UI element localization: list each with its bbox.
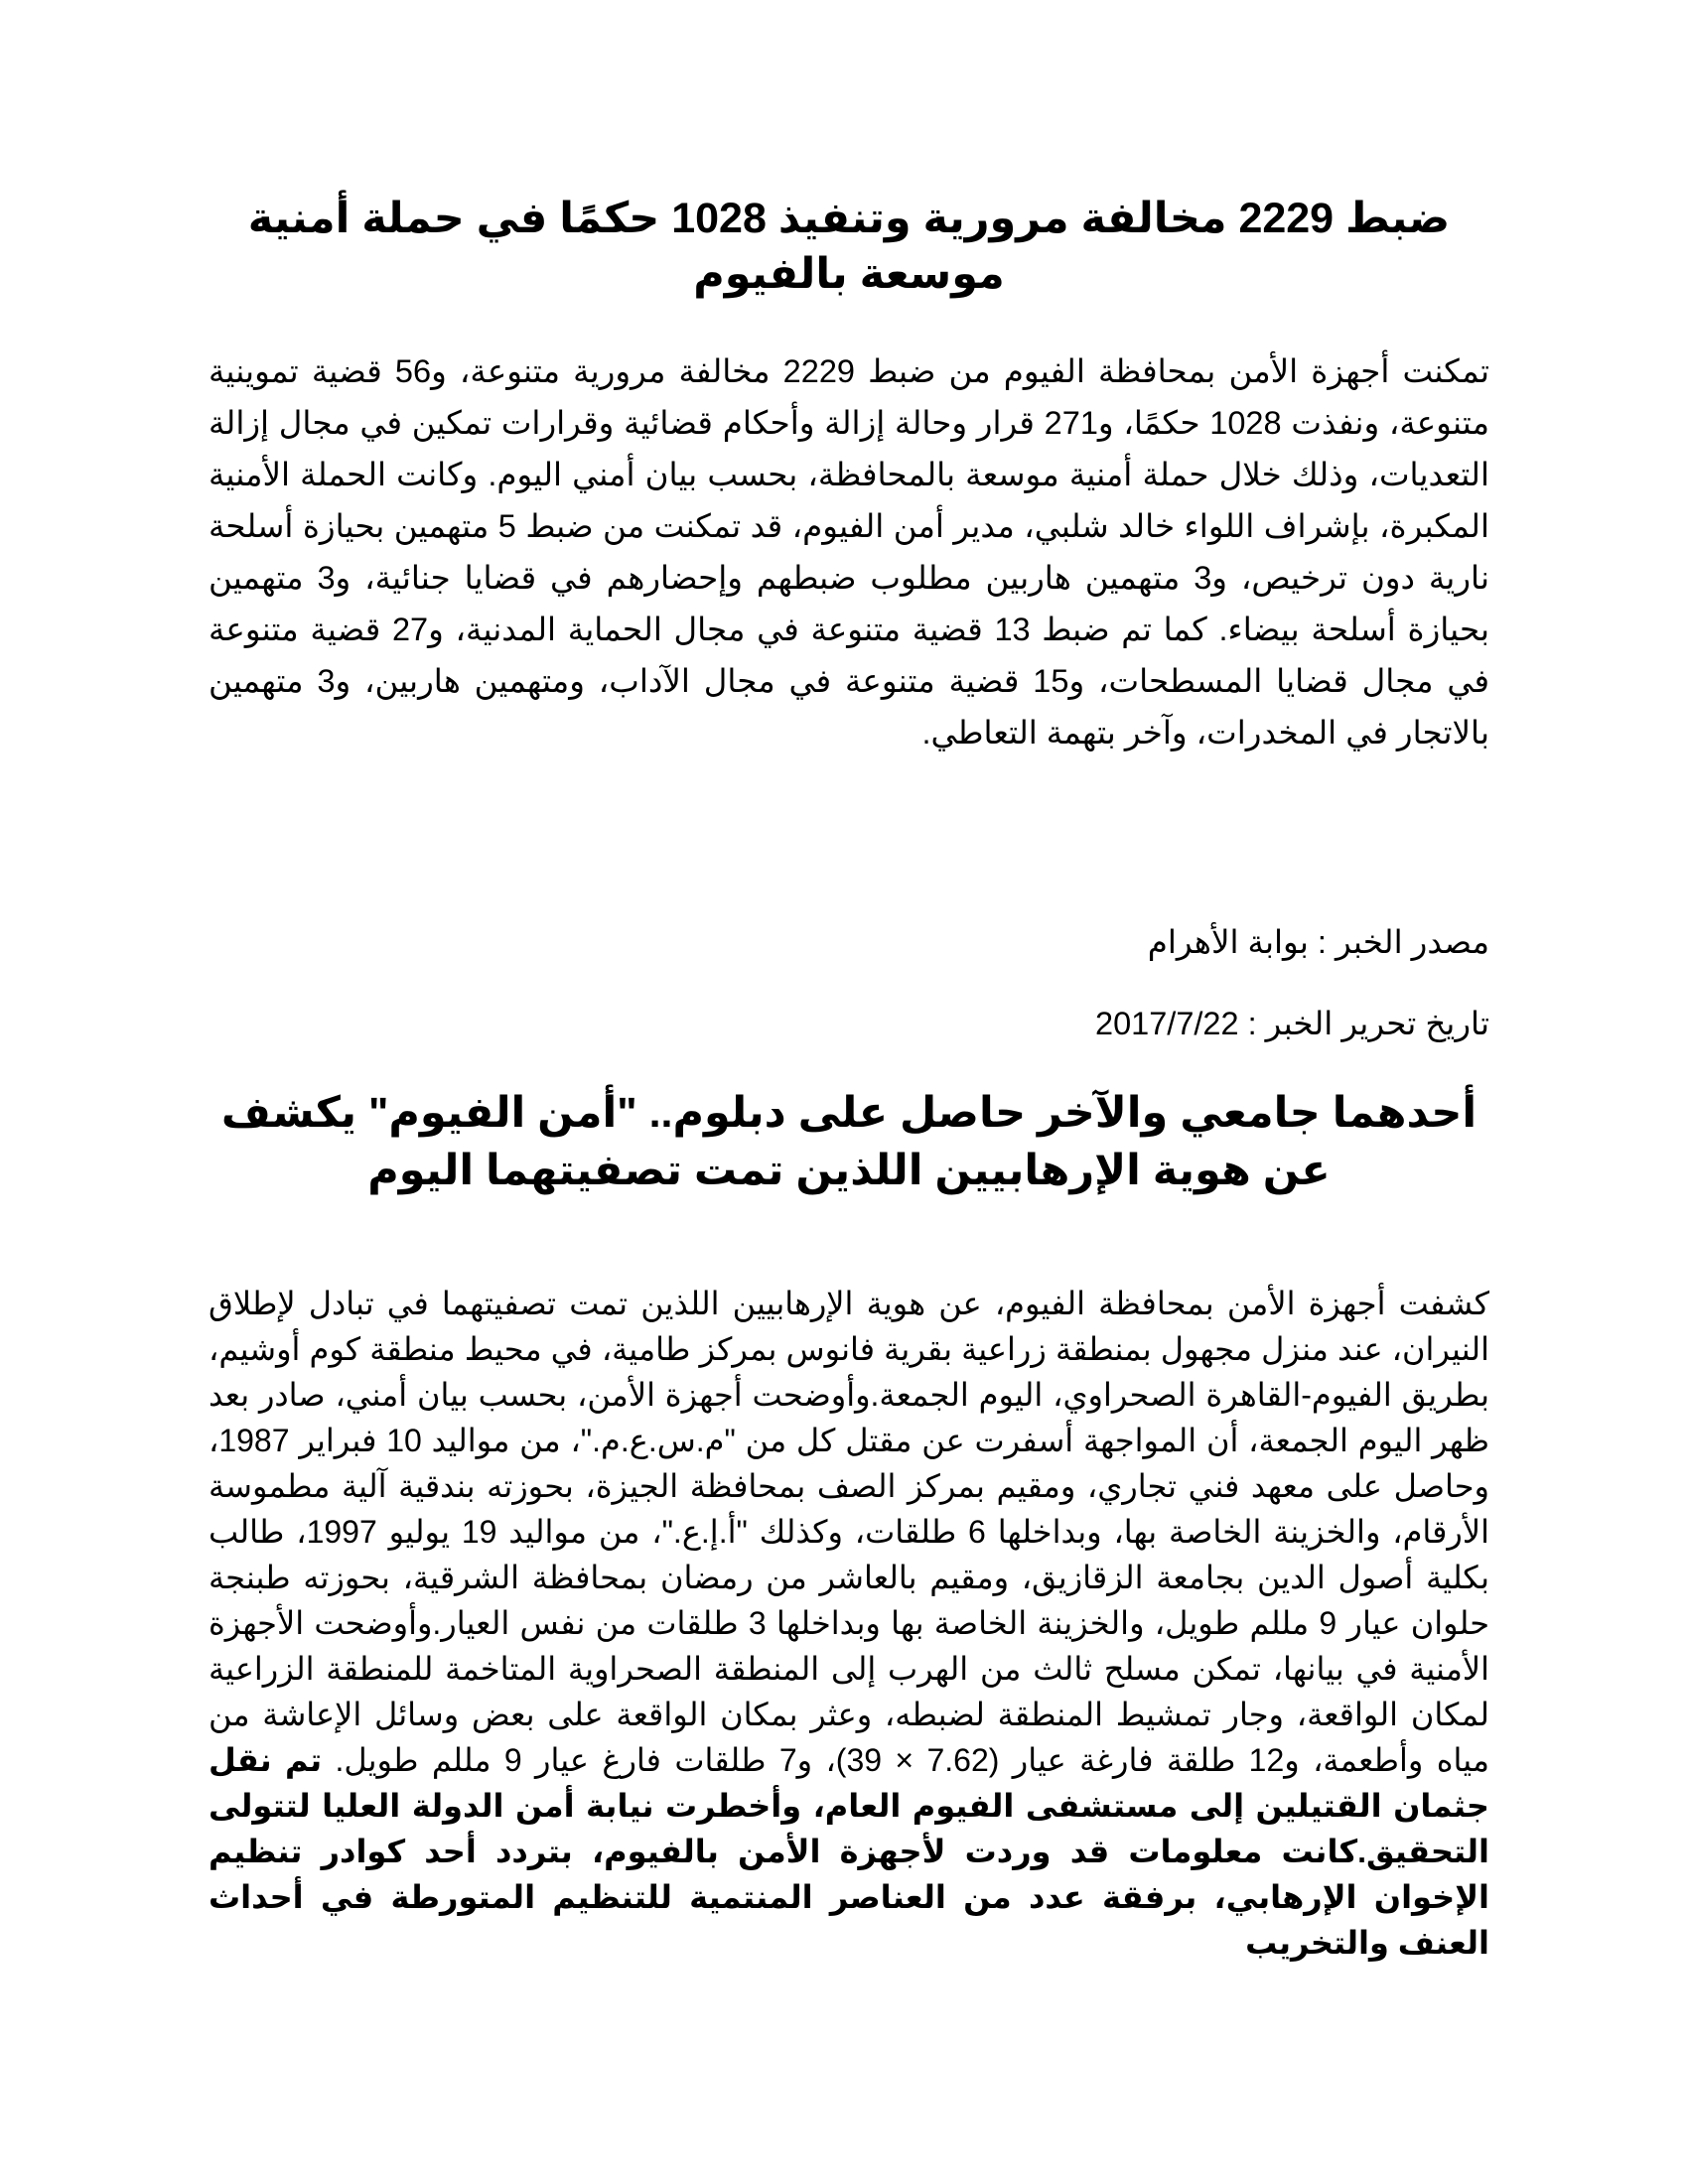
news-date-value: 2017/7/22 (1095, 1006, 1239, 1041)
article-2-body-bold: تم نقل جثمان القتيلين إلى مستشفى الفيوم العام، وأخطرت نيابة أمن الدولة العليا لتتولى التحقيق.كانت معلومات قد وردت لأجهزة الأمن بالفيوم، بتردد أحد كوادر تنظيم الإخوان الإرهابي، برفقة عدد من العناصر المنتمية للتنظيم المتورطة في أحداث العنف والتخريب (209, 1742, 1490, 1961)
news-date-line (209, 998, 1489, 1049)
article-1-body: تمكنت أجهزة الأمن بمحافظة الفيوم من ضبط 2229 مخالفة مرورية متنوعة، و56 قضية تموينية متنوعة، ونفذت 1028 حكمًا، و271 قرار وحالة إزالة وأحكام قضائية وقرارات تمكين في مجال إزالة التعديات، وذلك خلال حملة أمنية موسعة بالمحافظة، بحسب بيان أمني اليوم. وكانت الحملة الأمنية المكبرة، بإشراف اللواء خالد شلبي، مدير أمن الفيوم، قد تمكنت من ضبط 5 متهمين بحيازة أسلحة نارية دون ترخيص، و3 متهمين هاربين مطلوب ضبطهم وإحضارهم في قضايا جنائية، و3 متهمين بحيازة أسلحة بيضاء. كما تم ضبط 13 قضية متنوعة في مجال الحماية المدنية، و27 قضية متنوعة في مجال قضايا المسطحات، و15 قضية متنوعة في مجال الآداب، ومتهمين هاربين، و3 متهمين بالاتجار في المخدرات، وآخر بتهمة التعاطي. (209, 353, 1490, 751)
news-date-label: تاريخ تحرير الخبر : (1238, 1006, 1489, 1041)
news-source-value: بوابة الأهرام (1147, 924, 1309, 960)
article-2-headline: أحدهما جامعي والآخر حاصل على دبلوم.. "أمن الفيوم" يكشف عن هوية الإرهابيين اللذين تمت تصفيتهما اليوم (220, 1089, 1477, 1194)
article-1-headline: ضبط 2229 مخالفة مرورية وتنفيذ 1028 حكمًا في حملة أمنية موسعة بالفيوم (247, 195, 1451, 298)
news-source-line (209, 916, 1489, 968)
news-source-label: مصدر الخبر : (1308, 924, 1489, 960)
article-2-body (209, 1281, 1489, 1966)
article-2-body-regular: كشفت أجهزة الأمن بمحافظة الفيوم، عن هوية الإرهابيين اللذين تمت تصفيتهما في تبادل لإطلاق النيران، عند منزل مجهول بمنطقة زراعية بقرية فانوس بمركز طامية، في محيط منطقة كوم أوشيم، بطريق الفيوم-القاهرة الصحراوي، اليوم الجمعة.وأوضحت أجهزة الأمن، بحسب بيان أمني، صادر بعد ظهر اليوم الجمعة، أن المواجهة أسفرت عن مقتل كل من "م.س.ع.م."، من مواليد 10 فبراير 1987، وحاصل على معهد فني تجاري، ومقيم بمركز الصف بمحافظة الجيزة، بحوزته بندقية آلية مطموسة الأرقام، والخزينة الخاصة بها، وبداخلها 6 طلقات، وكذلك "أ.إ.ع."، من مواليد 19 يوليو 1997، طالب بكلية أصول الدين بجامعة الزقازيق، ومقيم بالعاشر من رمضان بمحافظة الشرقية، بحوزته طبنجة حلوان عيار 9 مللم طويل، والخزينة الخاصة بها وبداخلها 3 طلقات من نفس العيار.وأوضحت الأجهزة الأمنية في بيانها، تمكن مسلح ثالث من الهرب إلى المنطقة الصحراوية المتاخمة للمنطقة الزراعية لمكان الواقعة، وجار تمشيط المنطقة لضبطه، وعثر بمكان الواقعة على بعض وسائل الإعاشة من مياه وأطعمة، و12 طلقة فارغة عيار (7.62 × 39)، و7 طلقات فارغ عيار 9 مللم طويل. (209, 1286, 1490, 1778)
